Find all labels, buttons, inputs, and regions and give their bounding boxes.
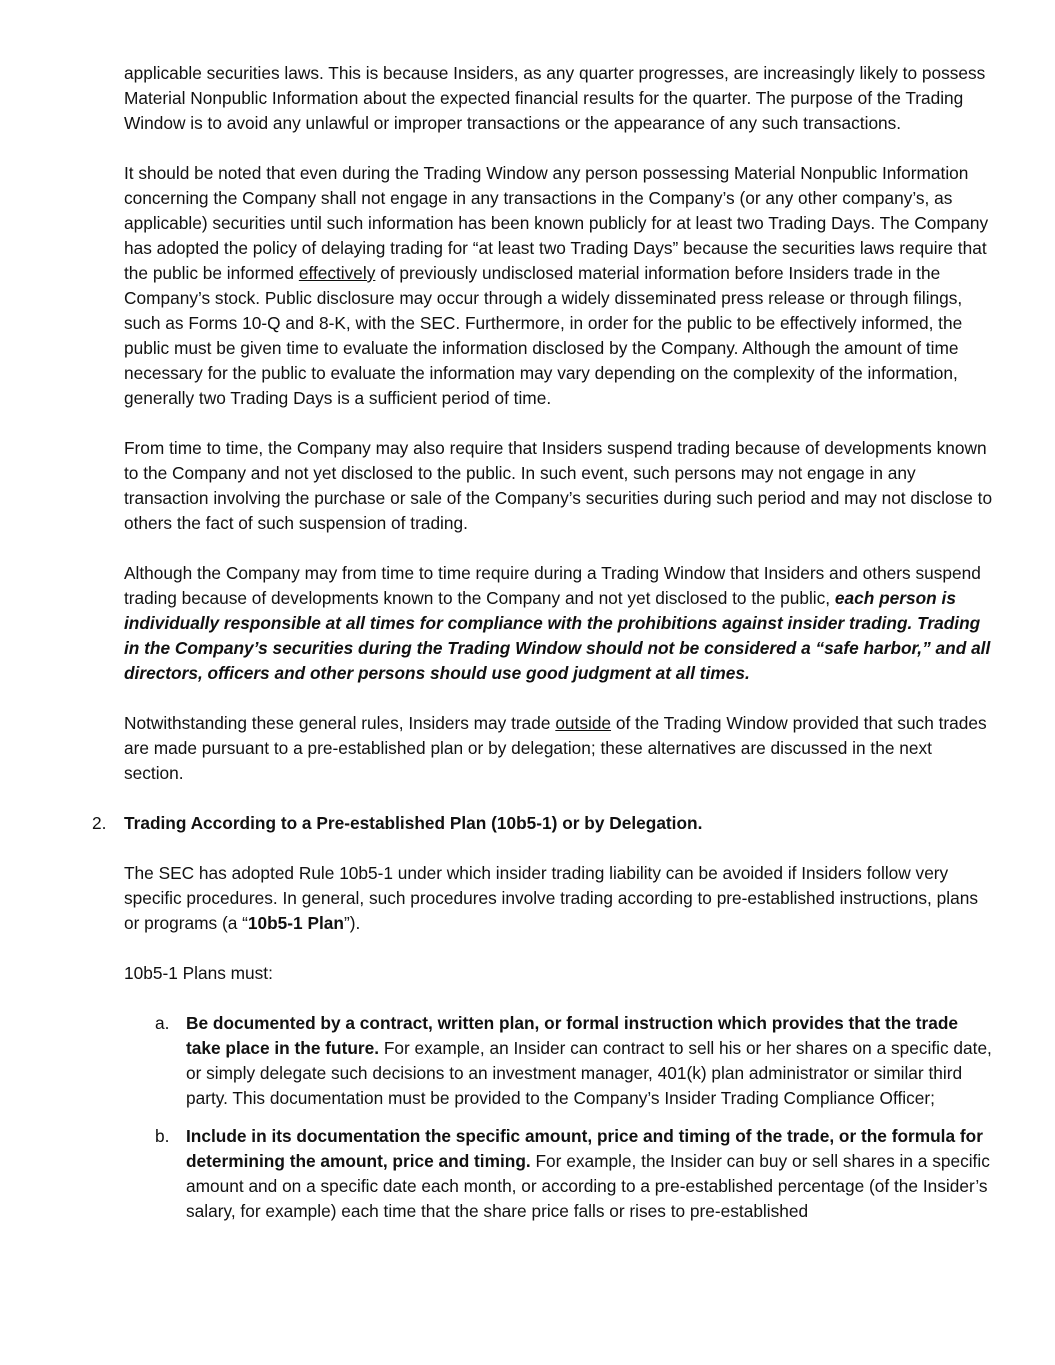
section-2-heading bbox=[92, 811, 994, 836]
paragraph-individual-responsibility: Although the Company may from time to time require during a Trading Window that Insiders and others suspend trading because of developments known to the Company and not yet disclosed to the public, each person is individually responsible at all times for compliance with the prohibitions against insider trading. Trading in the Company’s securities during the Trading Window should not be considered a “safe harbor,” and all directors, officers and other persons should use good judgment at all times. bbox=[124, 563, 991, 683]
list-item-text: For example, an Insider can contract to sell his or her shares on a specific date, or simply delegate such decisions to an investment manager, 401(k) plan administrator or similar third party. This documentation must be provided to the Company’s Insider Trading Compliance Officer; bbox=[186, 1038, 992, 1108]
list-item-text: For example, the Insider can buy or sell shares in a specific amount and on a specific date each month, or according to a pre-established percentage (of the Insider’s salary, for example) each time that the share price falls or rises to pre-established bbox=[186, 1151, 990, 1221]
document-page bbox=[92, 61, 994, 1237]
list-item-heading: Include in its documentation the specific amount, price and timing of the trade, or the formula for determining the amount, price and timing. bbox=[186, 1126, 983, 1171]
paragraph-trade-outside-window: Notwithstanding these general rules, Insiders may trade outside of the Trading Window provided that such trades are made pursuant to a pre-established plan or by delegation; these alternatives are discussed in the next section. bbox=[124, 713, 987, 783]
paragraph-two-trading-days: It should be noted that even during the Trading Window any person possessing Material Nonpublic Information concerning the Company shall not engage in any transactions in the Company’s (or any other company’s, as applicable) securities until such information has been known publicly for at least two Trading Days. The Company has adopted the policy of delaying trading for “at least two Trading Days” because the securities laws require that the public be informed effectively of previously undisclosed material information before Insiders trade in the Company’s stock. Public disclosure may occur through a widely disseminated press release or through filings, such as Forms 10-Q and 8-K, with the SEC. Furthermore, in order for the public to be effectively informed, the public must be given time to evaluate the information disclosed by the Company. Although the amount of time necessary for the public to evaluate the information may vary depending on the complexity of the information, generally two Trading Days is a sufficient period of time. bbox=[124, 163, 989, 408]
section-title: Trading According to a Pre-established Plan (10b5-1) or by Delegation. bbox=[124, 813, 703, 833]
list-item-b bbox=[155, 1124, 994, 1224]
emphasis-effectively: effectively bbox=[298, 263, 376, 283]
defined-term-10b5-1-plan: 10b5-1 Plan bbox=[247, 913, 344, 933]
list-item-label: b. bbox=[155, 1126, 170, 1146]
emphasis-responsibility: each person is individually responsible at all times for compliance with the prohibitions against insider trading. Trading in the Company’s securities during the Trading Window should not be considered a “safe harbor,” and all directors, officers and other persons should use good judgment at all times. bbox=[124, 588, 991, 683]
emphasis-outside: outside bbox=[555, 713, 612, 733]
list-item-label: a. bbox=[155, 1013, 170, 1033]
list-item-heading: Be documented by a contract, written plan, or formal instruction which provides that the trade take place in the future. bbox=[186, 1013, 959, 1058]
paragraph-rule-10b5-1: The SEC has adopted Rule 10b5-1 under which insider trading liability can be avoided if Insiders follow very specific procedures. In general, such procedures involve trading according to pre-established instructions, plans or programs (a “10b5-1 Plan”). bbox=[124, 863, 978, 933]
paragraph-plans-must: 10b5-1 Plans must: bbox=[124, 963, 273, 983]
list-item-a bbox=[155, 1011, 994, 1111]
section-number: 2. bbox=[92, 813, 107, 833]
paragraph-suspend-trading: From time to time, the Company may also require that Insiders suspend trading because of developments known to the Company and not yet disclosed to the public. In such event, such persons may not engage in any transaction involving the purchase or sale of the Company’s securities during such period and may not disclose to others the fact of such suspension of trading. bbox=[124, 438, 993, 533]
paragraph-trading-window-purpose: applicable securities laws. This is because Insiders, as any quarter progresses, are increasingly likely to possess Material Nonpublic Information about the expected financial results for the quarter. The purpose of the Trading Window is to avoid any unlawful or improper transactions or the appearance of any such transactions. bbox=[124, 63, 986, 133]
